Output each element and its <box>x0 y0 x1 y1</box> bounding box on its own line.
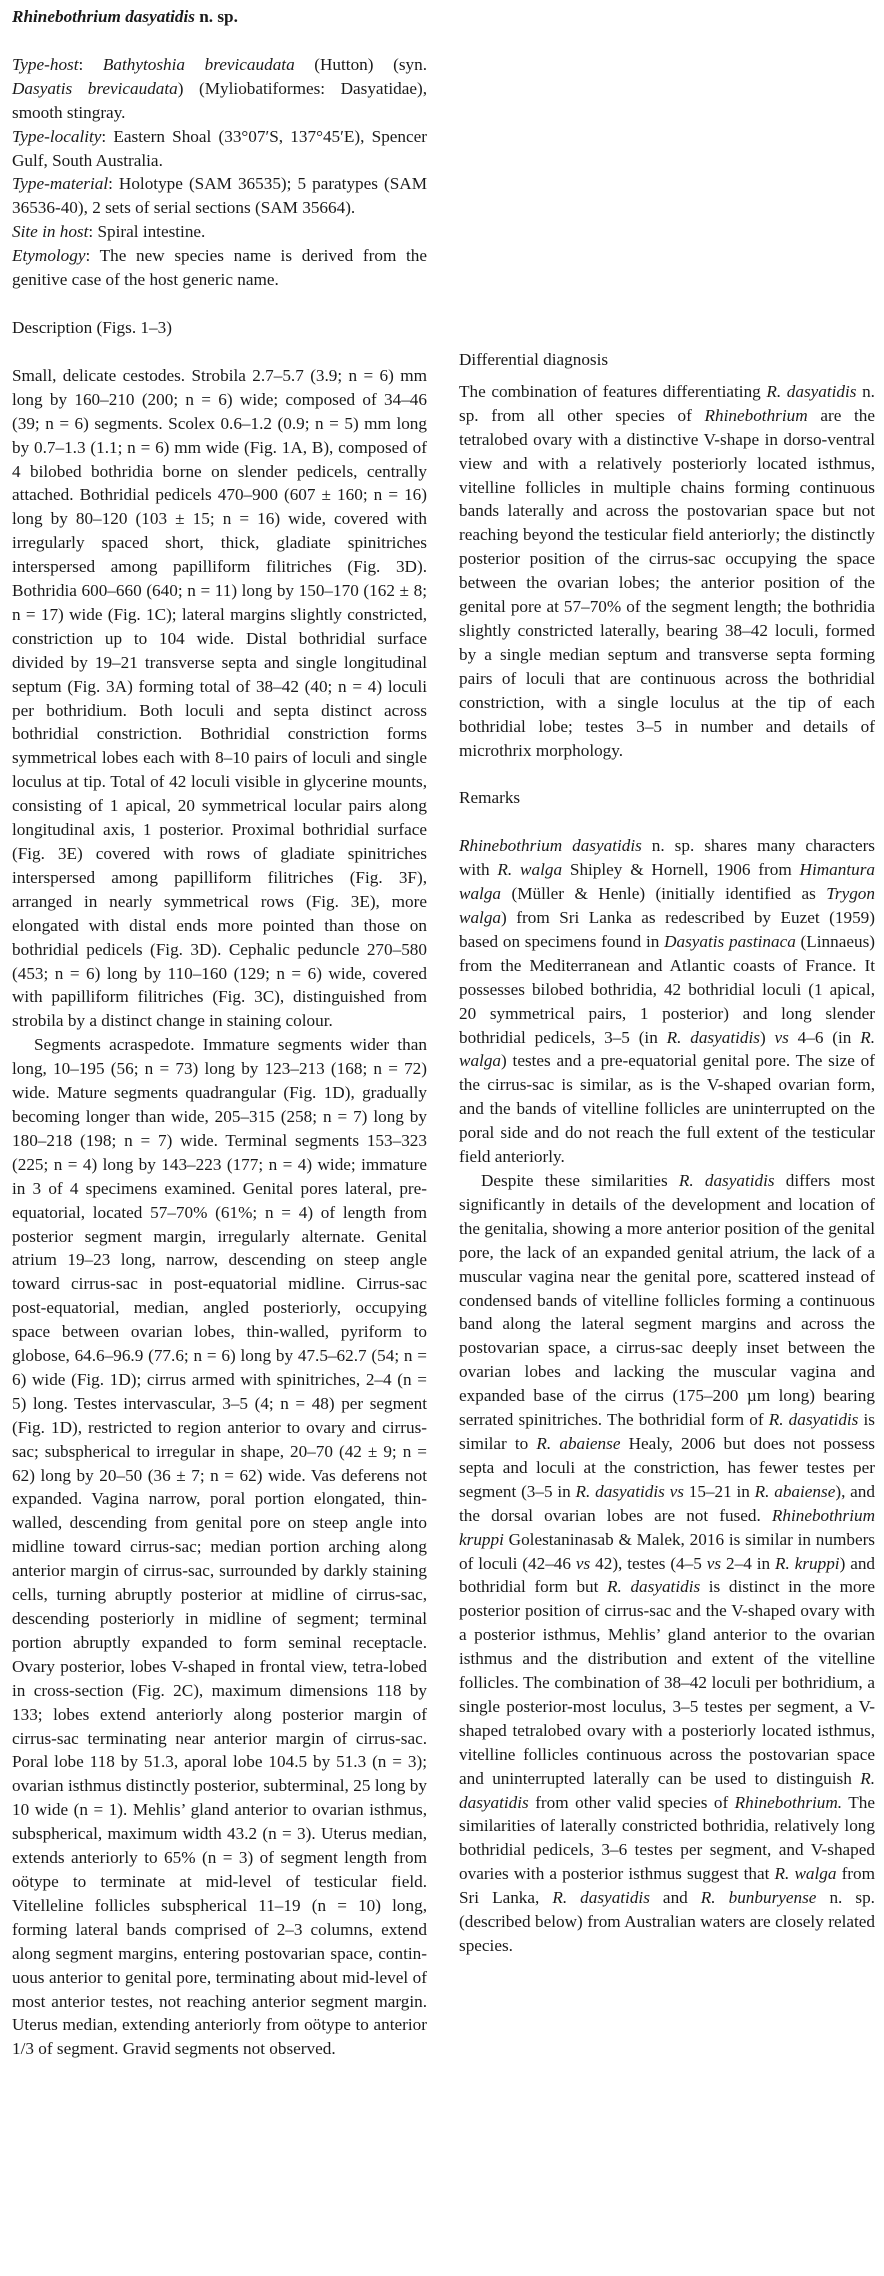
differential-diagnosis-heading: Differential diagnosis <box>459 350 609 369</box>
site-in-host: Site in host: Spiral intestine. <box>12 222 206 242</box>
description-paragraph-2: Segments acraspedote. Immature segments wider than long, 10–195 (56; n = 73) long by 123–213 (168; n = 72) wide. Mature segments quadrangular (Fig. 1D), gradually becoming longer than wide, 205–315 (258; n = 7) long by 180–218 (198; n = 7) wide. Terminal segments 153–323 (225; n = 4) long by 143–223 (177; n = 4) wide; immature in 3 of 4 specimens examined. Genital pores lateral, pre-equatorial, located 57–70% (61%; n = 4) of length from posterior segment margin, irregularly alternate. Genital atrium 19–23 long, narrow, descending on steep angle toward cirrus-sac in post-equatorial midline. Cirrus-sac post-equatorial, median, angled posteriorly, occupying space between ovarian lobes, thin-walled, pyriform to globose, 64.6–96.9 (77.6; n = 6) long by 47.5–62.7 (54; n = 6) wide (Fig. 1D); cirrus armed with spinitriches, 2–4 (n = 5) long. Testes intervascular, 3–5 (4; n = 48) per segment (Fig. 1D), restricted to region anterior to ovary and cirrus-sac; subspherical to irregular in shape, 20–70 (42 ± 9; n = 62) long by 20–50 (36 ± 7; n = 62) wide. Vas deferens not expanded. Vagina narrow, poral portion elongated, thin-walled, descending from genital pore on steep angle into midline toward cirrus-sac; median portion arching along anterior margin of cirrus-sac, surrounded by darkly staining cells, turning abruptly posterior at midline of cirrus-sac, descending posteriorly in midline of segment; terminal portion abruptly expanded to form seminal receptacle. Ovary posterior, lobes V-shaped in frontal view, tetra-lobed in cross-section (Fig. 2C), maximum dimensions 118 by 133; lobes extend anteriorly along posterior margin of cirrus-sac terminating near anterior margin of cirrus-sac. Poral lobe 118 by 51.3, aporal lobe 104.5 by 51.3 (n = 3); ovarian isthmus distinctly posterior, subterminal, 25 long by 10 wide (n = 1). Mehlis’ gland anterior to ovarian isthmus, subspherical, maximum width 43.2 (n = 3). Uterus median, extends anteriorly to 65% (n = 3) of segment length from oötype to terminate at mid-level of testicular field. Vitelleline follicles subspherical 11–19 (n = 10) long, forming lateral bands comprised of 2–3 columns, extend along segment margins, entering postovarian space, continuous anterior to genital pore, terminating about mid-level of most anterior testes, not reaching anterior segment margin. Uterus median, extending anteriorly from oötype to anterior 1/3 of segment. Gravid segments not observed. <box>12 1035 427 2059</box>
type-material: Type-material: Holotype (SAM 36535); 5 paratypes (SAM 36536-40), 2 sets of serial sections (SAM 35664). <box>12 174 427 218</box>
description-paragraph-1: Small, delicate cestodes. Strobila 2.7–5.7 (3.9; n = 6) mm long by 160–210 (200; n = 6) wide; composed of 34–46 (39; n = 6) segments. Scolex 0.6–1.2 (0.9; n = 5) mm long by 0.7–1.3 (1.1; n = 6) mm wide (Fig. 1A, B), composed of 4 bilobed bothridia borne on slender pedicels, centrally attached. Bothridial pedicels 470–900 (607 ± 160; n = 16) long by 80–120 (103 ± 15; n = 16) wide, covered with irregularly spaced short, thick, gladiate spinitriches interspersed among papilliform filitriches (Fig. 3D). Bothridia 600–660 (640; n = 11) long by 150–170 (162 ± 8; n = 17) wide (Fig. 1C); lateral margins slightly constricted, constriction up to 104 wide. Distal bothridial surface divided by 19–21 transverse septa and single longitudinal septum (Fig. 3A) forming total of 38–42 (40; n = 4) loculi per bothridium. Both loculi and septa distinct across bothridial constriction. Bothridial constriction forms symmetrical lobes each with 8–10 pairs of loculi and single loculus at tip. Total of 42 loculi visible in glycerine mounts, consisting of 1 apical, 20 symmetrical locular pairs along longitudinal axis, 1 posterior. Proximal bothridial surface (Fig. 3E) covered with rows of gladiate spinitriches interspersed among papilliform filitriches (Fig. 3F), arranged in nearly symmetrical rows (Fig. 3E), more elongated with distal ends more pointed than those on bothridial pedicels (Fig. 3D). Cephalic peduncle 270–580 (453; n = 6) long by 110–160 (129; n = 6) wide, covered with papilliform filitriches (Fig. 3C), distinguished from strobila by a distinct change in staining colour. <box>12 365 427 1031</box>
type-host: Type-host: Bathytoshia brevicaudata (Hutton) (syn. Dasyatis brevicaudata) (Myliobatiformes: Dasyatidae), smooth stingray. <box>12 54 427 122</box>
remarks-paragraph-2: Despite these similarities R. dasyatidis differs most significantly in details of the development and location of the genitalia, showing a more anterior position of the genital pore, the lack of an expanded genital atrium, the lack of a muscular vagina near the genital pore, scattered instead of condensed bands of vitelline follicles forming a continuous band along the lateral segment margins and across the postovarian space, a cirrus-sac deeply inset between the ovarian lobes and lacking the muscular vagina and expanded base of the cirrus (175–200 µm long) bearing serrated spinitriches. The bothridial form of R. dasyatidis is similar to R. abaiense Healy, 2006 but does not possess septa and loculi at the constriction, has fewer testes per segment (3–5 in R. dasyatidis vs 15–21 in R. abaiense), and the dorsal ovarian lobes are not fused. Rhinebothrium kruppi Golestaninasab & Malek, 2016 is similar in numbers of loculi (42–46 vs 42), testes (4–5 vs 2–4 in R. kruppi) and bothridial form but R. dasyatidis is distinct in the more posterior position of cirrus-sac and the V-shaped ovary with a posterior isthmus, Mehlis’ gland anterior to the ovarian isthmus and the distribution and extent of the vitelline follicles. The combination of 38–42 loculi per bothridium, a single posterior-most loculus, 3–5 testes per segment, a V-shaped tetralobed ovary with a posteriorly located isthmus, vitelline follicles continuous across the postovarian space and uninterrupted laterally can be used to distinguish R. dasyatidis from other valid species of Rhinebothrium. The similarities of laterally constricted bothridia, relatively long bothridial pedicels, 3–6 testes per segment, and V-shaped ovaries with a posterior isthmus suggest that R. walga from Sri Lanka, R. dasyatidis and R. bunburyense n. sp. (described below) from Australian waters are closely related species. <box>459 1171 876 1955</box>
etymology: Etymology: The new species name is derived from the genitive case of the host generic name. <box>12 246 427 290</box>
species-name: Rhinebothrium dasyatidis <box>12 7 195 26</box>
remarks-paragraph-1: Rhinebothrium dasyatidis n. sp. shares many characters with R. walga Shipley & Hornell, 1906 from Himantura walga (Müller & Henle) (initially identified as Trygon walga) from Sri Lanka as redescribed by Euzet (1959) based on specimens found in Dasyatis pastinaca (Linnaeus) from the Mediterranean and Atlantic coasts of France. It possesses bilobed bothridia, 42 bothridial loculi (1 apical, 20 symmetrical pairs, 1 posterior) and long slender bothridial pedicels, 3–5 (in R. dasyatidis) vs 4–6 (in R. walga) testes and a pre-equatorial genital pore. The size of the cirrus-sac is similar, as is the V-shaped ovarian form, and the bands of vitelline follicles are uninterrupted on the poral side and do not reach the full extent of the testicular field anteriorly. <box>459 836 876 1167</box>
type-metadata <box>12 53 427 292</box>
species-title <box>12 5 427 29</box>
differential-diagnosis-paragraph: The combination of features differentiating R. dasyatidis n. sp. from all other species of Rhinebothrium are the tetralobed ovary with a distinctive V-shape in dorso-ventral view and with a relatively posteriorly located isthmus, vitelline follicles in multiple chains forming continuous bands laterally and across the postovarian space but not reaching beyond the testicular field anteriorly; the distinctly posterior position of the cirrus-sac occupying the space between the ovarian lobes; the anterior position of the genital pore at 57–70% of the segment length; the bothridia slightly constricted laterally, bearing 38–42 loculi, formed by a single median septum and transverse septa forming pairs of loculi that are continuous across the bothridial constriction, with a single loculus at the tip of each bothridial lobe; testes 3–5 in number and details of microthrix morphology. <box>459 381 875 760</box>
description-heading: Description (Figs. 1–3) <box>12 317 172 337</box>
left-column <box>12 5 427 2061</box>
remarks-heading: Remarks <box>459 788 521 808</box>
species-suffix: n. sp. <box>194 7 238 26</box>
right-column <box>459 348 875 1958</box>
type-locality: Type-locality: Eastern Shoal (33°07′S, 137°45′E), Spencer Gulf, South Australia. <box>12 126 427 170</box>
